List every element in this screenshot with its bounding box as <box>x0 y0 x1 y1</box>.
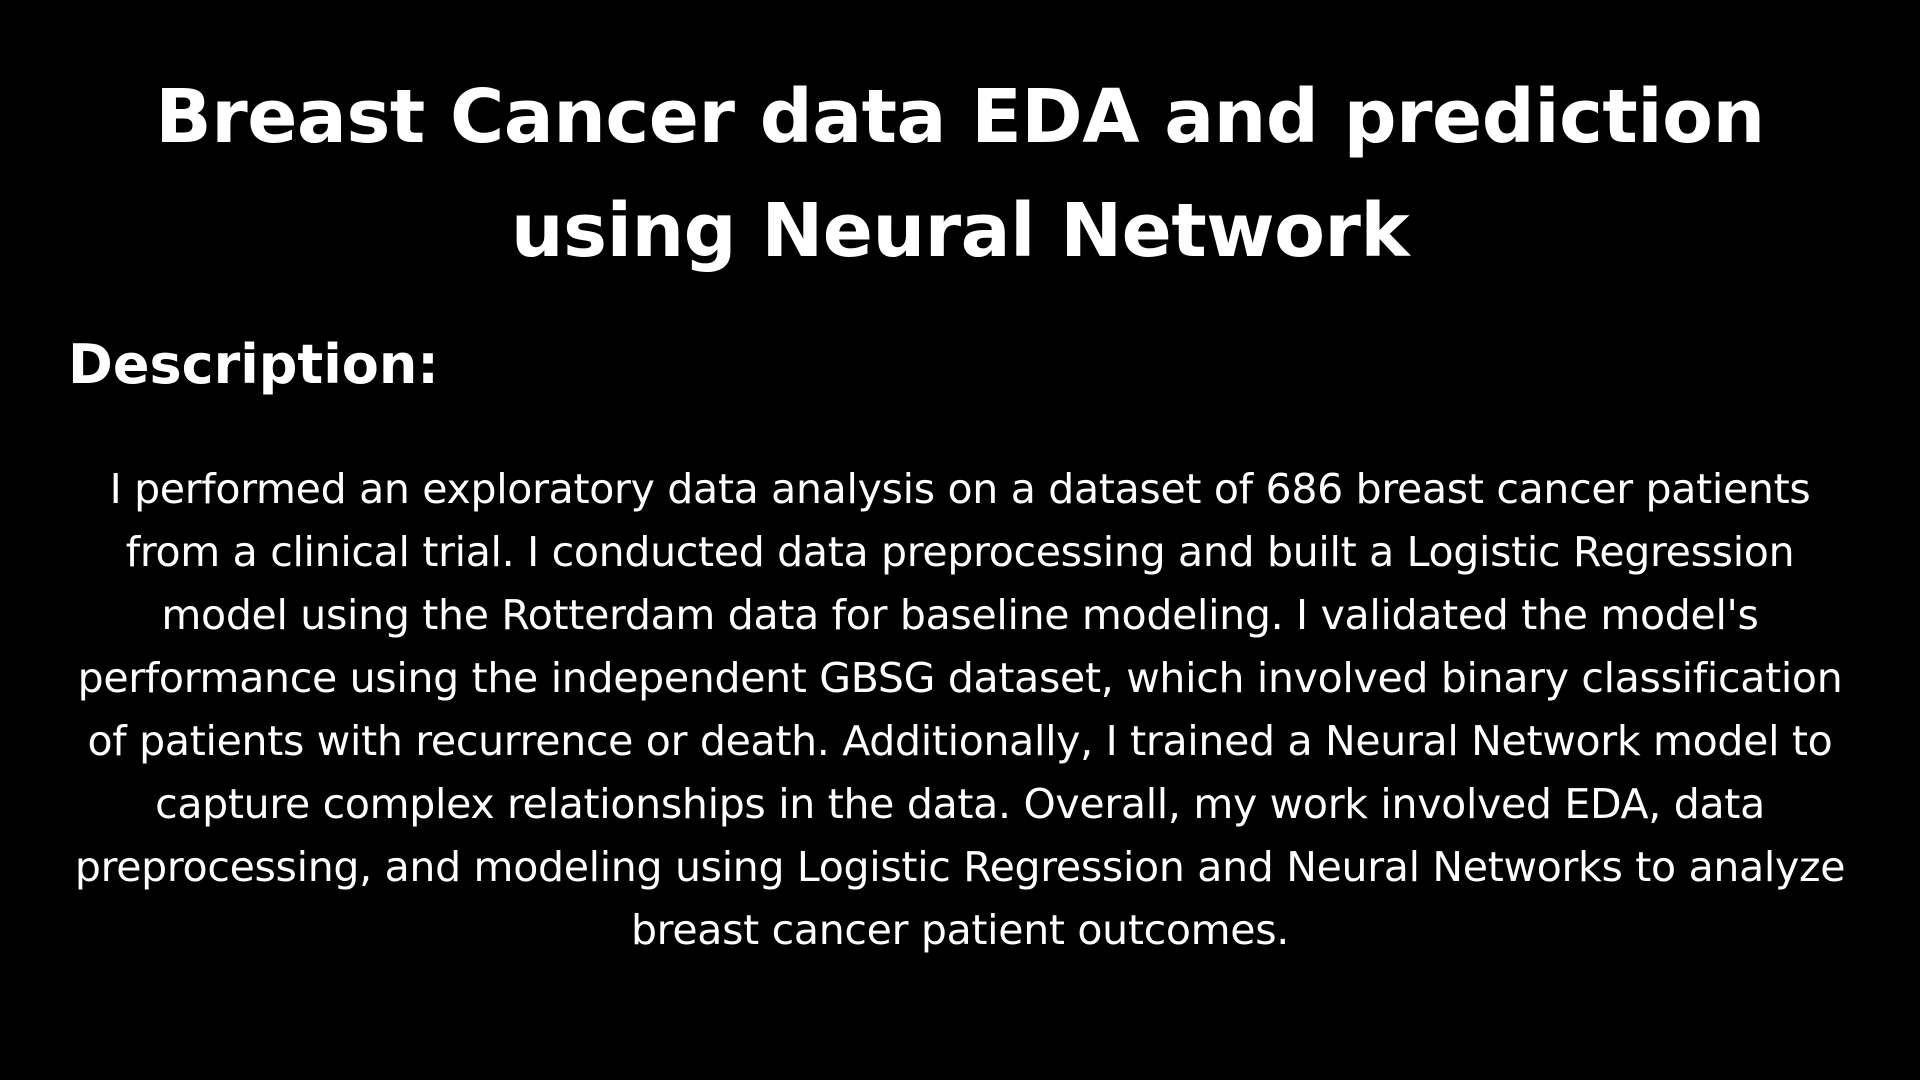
slide-title: Breast Cancer data EDA and prediction using Neural Network <box>155 74 1765 274</box>
description-heading: Description: <box>68 333 439 396</box>
description-paragraph: I performed an exploratory data analysis on a dataset of 686 breast cancer patients from a clinical trial. I conducted data preprocessing and built a Logistic Regression model using the Rotterdam data for baseline modeling. I validated the model's performance using the independent GBSG dataset, which involved binary classification of patients with recurrence or death. Additionally, I trained a Neural Network model to capture complex relationships in the data. Overall, my work involved EDA, data preprocessing, and modeling using Logistic Regression and Neural Networks to analyze breast cancer patient outcomes. <box>74 465 1846 954</box>
